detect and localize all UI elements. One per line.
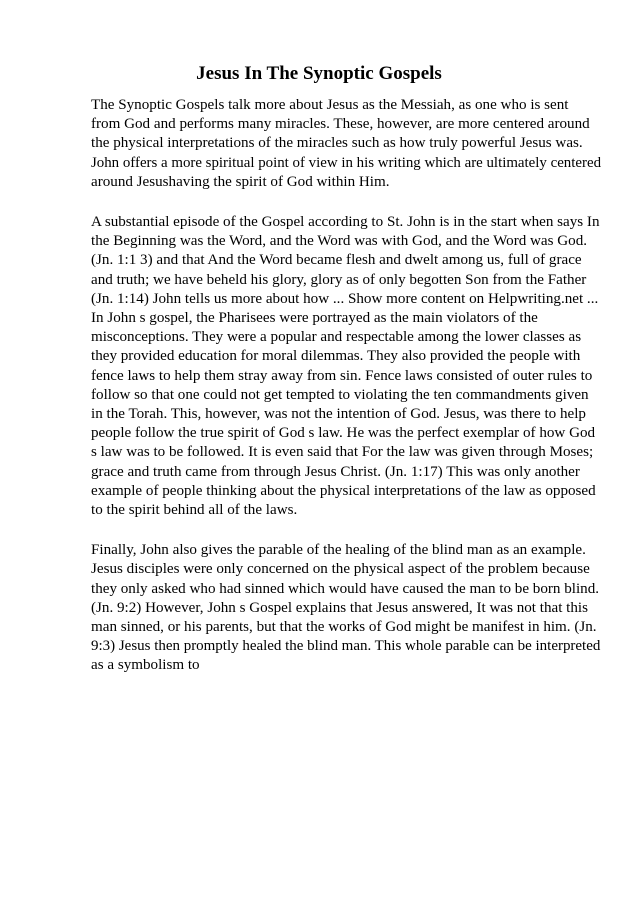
text-line: grace and truth came from through Jesus Christ. (Jn. 1:17) This was only another — [91, 463, 580, 480]
text-line: in the Torah. This, however, was not the intention of God. Jesus, was there to help — [91, 406, 586, 423]
text-line: they provided education for moral dilemmas. They also provided the people with — [91, 348, 581, 365]
text-line: from God and performs many miracles. These, however, are more centered around — [91, 116, 590, 133]
text-line: s law was to be followed. It is even said that For the law was given through Moses; — [91, 444, 594, 461]
text-line: misconceptions. They were a popular and respectable among the lower classes as — [91, 329, 582, 346]
text-line: 9:3) Jesus then promptly healed the blind man. This whole parable can be interpreted — [91, 638, 601, 655]
text-line: (Jn. 1:14) John tells us more about how ... Show more content on Helpwriting.net ... — [91, 290, 599, 307]
paragraph-1 — [91, 96, 601, 192]
text-line: A substantial episode of the Gospel according to St. John is in the start when says In — [91, 214, 600, 231]
text-line: the Beginning was the Word, and the Word was with God, and the Word was God. — [91, 233, 588, 250]
paragraph-2 — [91, 213, 601, 520]
text-line: (Jn. 1:1 3) and that And the Word became flesh and dwelt among us, full of grace — [91, 252, 582, 269]
paragraph-3 — [91, 541, 601, 675]
text-line: the physical interpretations of the miracles such as how truly powerful Jesus was. — [91, 135, 583, 152]
text-line: people follow the true spirit of God s law. He was the perfect exemplar of how God — [91, 425, 596, 442]
text-line: example of people thinking about the physical interpretations of the law as opposed — [91, 482, 596, 499]
text-line: to the spirit behind all of the laws. — [91, 502, 298, 519]
text-line: Finally, John also gives the parable of the healing of the blind man as an example. — [91, 542, 586, 559]
text-line: around Jesushaving the spirit of God within Him. — [91, 173, 390, 190]
text-line: fence laws to help them stray away from sin. Fence laws consisted of outer rules to — [91, 367, 593, 384]
text-line: In John s gospel, the Pharisees were portrayed as the main violators of the — [91, 310, 538, 327]
text-line: as a symbolism to — [91, 657, 200, 674]
text-line: Jesus disciples were only concerned on the physical aspect of the problem because — [91, 561, 590, 578]
text-line: The Synoptic Gospels talk more about Jesus as the Messiah, as one who is sent — [91, 97, 569, 113]
text-line: follow so that one could not get tempted to violating the ten commandments given — [91, 386, 589, 403]
text-line: man sinned, or his parents, but that the works of God might be manifest in him. (Jn. — [91, 619, 597, 636]
document-body — [91, 96, 601, 697]
text-line: they only asked who had sinned which would have caused the man to be born blind. — [91, 580, 600, 597]
text-line: (Jn. 9:2) However, John s Gospel explains that Jesus answered, It was not that this — [91, 599, 588, 616]
text-line: and truth; we have beheld his glory, glory as of only begotten Son from the Father — [91, 271, 587, 288]
document-title: Jesus In The Synoptic Gospels — [196, 63, 442, 84]
text-line: John offers a more spiritual point of view in his writing which are ultimately centered — [91, 154, 602, 171]
